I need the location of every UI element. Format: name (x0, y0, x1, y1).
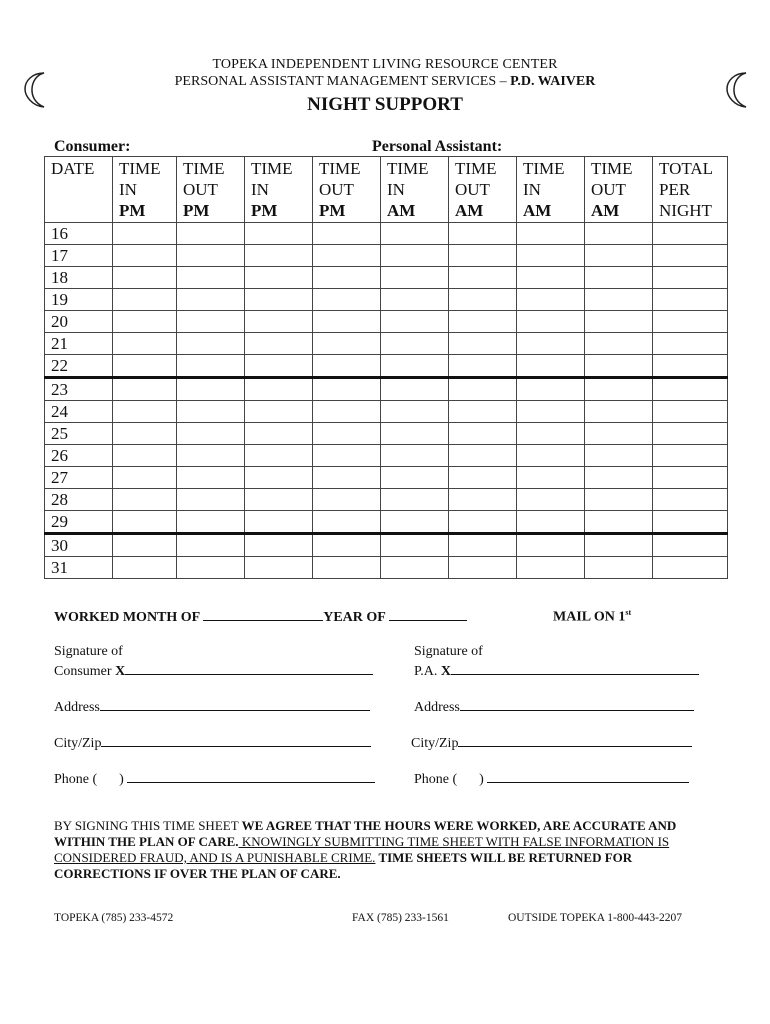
time-entry-cell[interactable] (313, 557, 381, 579)
time-entry-cell[interactable] (313, 267, 381, 289)
time-entry-cell[interactable] (653, 378, 728, 401)
consumer-cityzip-line (54, 734, 371, 752)
column-header-line3: PM (251, 201, 278, 220)
time-entry-cell[interactable] (381, 557, 449, 579)
consumer-x-mark: X (115, 664, 126, 679)
column-header-3 (245, 157, 313, 223)
time-entry-cell[interactable] (113, 489, 177, 511)
column-header-line1: TIME (387, 159, 429, 178)
time-entry-cell[interactable] (177, 534, 245, 557)
consumer-cityzip-field[interactable] (101, 734, 371, 747)
time-entry-cell[interactable] (113, 355, 177, 378)
time-entry-cell[interactable] (517, 223, 585, 245)
time-entry-cell[interactable] (449, 311, 517, 333)
time-entry-cell[interactable] (517, 333, 585, 355)
time-entry-cell[interactable] (313, 378, 381, 401)
time-entry-cell[interactable] (113, 311, 177, 333)
column-header-1 (113, 157, 177, 223)
date-cell: 19 (45, 289, 113, 311)
time-entry-cell[interactable] (517, 355, 585, 378)
column-header-line3: AM (455, 201, 484, 220)
date-cell: 30 (45, 534, 113, 557)
time-entry-cell[interactable] (653, 467, 728, 489)
time-entry-cell[interactable] (177, 489, 245, 511)
time-entry-cell[interactable] (653, 267, 728, 289)
time-entry-cell[interactable] (245, 401, 313, 423)
sig-pa-line (414, 662, 699, 680)
time-entry-cell[interactable] (653, 423, 728, 445)
time-entry-cell[interactable] (245, 378, 313, 401)
column-header-7 (517, 157, 585, 223)
notice-part-3: KNOWINGLY SUBMITTING TIME SHEET WITH FALSE INFORMATION IS CONSIDERED FRAUD, AND IS A PUNISHABLE CRIME. (54, 834, 670, 865)
column-header-line2: OUT (455, 180, 490, 199)
time-entry-cell[interactable] (245, 511, 313, 534)
column-header-line1: TIME (591, 159, 633, 178)
time-entry-cell[interactable] (245, 245, 313, 267)
time-entry-cell[interactable] (113, 534, 177, 557)
time-entry-cell[interactable] (585, 511, 653, 534)
sig-consumer-line (54, 662, 373, 680)
time-entry-cell[interactable] (245, 534, 313, 557)
time-entry-cell[interactable] (113, 378, 177, 401)
consumer-signature-field[interactable] (125, 662, 373, 675)
column-header-line2: OUT (319, 180, 354, 199)
time-entry-cell[interactable] (517, 245, 585, 267)
time-entry-cell[interactable] (585, 333, 653, 355)
consumer-phone-line (54, 770, 375, 788)
time-entry-cell[interactable] (449, 445, 517, 467)
date-cell: 24 (45, 401, 113, 423)
time-entry-cell[interactable] (449, 378, 517, 401)
time-entry-cell[interactable] (381, 245, 449, 267)
time-entry-cell[interactable] (653, 401, 728, 423)
time-entry-cell[interactable] (113, 511, 177, 534)
time-entry-cell[interactable] (245, 489, 313, 511)
time-entry-cell[interactable] (653, 311, 728, 333)
date-cell: 27 (45, 467, 113, 489)
time-entry-cell[interactable] (245, 355, 313, 378)
column-header-line2: IN (119, 180, 137, 199)
time-entry-cell[interactable] (585, 467, 653, 489)
time-entry-cell[interactable] (653, 289, 728, 311)
table-row (45, 223, 728, 245)
sig-consumer-label-1: Signature of (54, 644, 123, 659)
column-header-line1: TIME (523, 159, 565, 178)
time-entry-cell[interactable] (381, 311, 449, 333)
notice-part-4: TIME SHEETS WILL BE RETURNED FOR CORRECTIONS IF OVER THE PLAN OF CARE. (54, 850, 633, 881)
consumer-cityzip-label: City/Zip (54, 736, 102, 751)
worked-month-line (54, 608, 467, 626)
time-entry-cell[interactable] (449, 401, 517, 423)
time-entry-cell[interactable] (313, 534, 381, 557)
column-header-line1: TIME (119, 159, 161, 178)
time-entry-cell[interactable] (113, 445, 177, 467)
pa-phone-line (414, 770, 689, 788)
time-entry-cell[interactable] (245, 423, 313, 445)
time-entry-cell[interactable] (449, 223, 517, 245)
date-cell: 26 (45, 445, 113, 467)
pa-address-label: Address (414, 700, 460, 715)
time-entry-cell[interactable] (177, 557, 245, 579)
column-header-5 (381, 157, 449, 223)
time-entry-cell[interactable] (517, 489, 585, 511)
consumer-address-line (54, 698, 370, 716)
time-entry-cell[interactable] (313, 445, 381, 467)
pa-phone-open: Phone ( (414, 772, 458, 787)
date-cell: 23 (45, 378, 113, 401)
column-header-line1: TIME (319, 159, 361, 178)
time-entry-cell[interactable] (585, 378, 653, 401)
time-entry-cell[interactable] (177, 333, 245, 355)
consumer-phone-open: Phone ( (54, 772, 98, 787)
time-entry-cell[interactable] (517, 534, 585, 557)
waiver-text: P.D. WAIVER (510, 74, 596, 89)
time-entry-cell[interactable] (381, 333, 449, 355)
consumer-address-label: Address (54, 700, 100, 715)
time-entry-cell[interactable] (113, 467, 177, 489)
column-header-line1: TIME (183, 159, 225, 178)
time-entry-cell[interactable] (113, 333, 177, 355)
time-entry-cell[interactable] (245, 333, 313, 355)
time-entry-cell[interactable] (585, 489, 653, 511)
personal-assistant-label: Personal Assistant: (372, 138, 503, 155)
time-entry-cell[interactable] (313, 467, 381, 489)
time-entry-cell[interactable] (245, 557, 313, 579)
time-entry-cell[interactable] (653, 511, 728, 534)
time-entry-cell[interactable] (381, 489, 449, 511)
time-entry-cell[interactable] (585, 355, 653, 378)
time-sheet-table (44, 156, 728, 579)
time-entry-cell[interactable] (313, 223, 381, 245)
time-entry-cell[interactable] (585, 445, 653, 467)
footer-topeka-phone: TOPEKA (785) 233-4572 (54, 912, 174, 924)
table-body (45, 223, 728, 579)
time-entry-cell[interactable] (449, 534, 517, 557)
column-header-8 (585, 157, 653, 223)
time-entry-cell[interactable] (381, 401, 449, 423)
time-entry-cell[interactable] (517, 378, 585, 401)
year-field[interactable] (389, 608, 467, 621)
pa-x-mark: X (440, 664, 451, 679)
time-entry-cell[interactable] (313, 511, 381, 534)
column-header-line2: IN (387, 180, 405, 199)
time-entry-cell[interactable] (381, 378, 449, 401)
pa-phone-close: ) (479, 772, 484, 787)
year-of-label: YEAR OF (323, 610, 386, 625)
time-entry-cell[interactable] (177, 423, 245, 445)
date-cell: 28 (45, 489, 113, 511)
time-entry-cell[interactable] (585, 401, 653, 423)
date-cell: 20 (45, 311, 113, 333)
page-title: NIGHT SUPPORT (307, 94, 463, 115)
time-entry-cell[interactable] (177, 311, 245, 333)
time-entry-cell[interactable] (517, 311, 585, 333)
time-entry-cell[interactable] (313, 311, 381, 333)
time-entry-cell[interactable] (449, 333, 517, 355)
table-row (45, 245, 728, 267)
time-entry-cell[interactable] (313, 333, 381, 355)
time-entry-cell[interactable] (245, 223, 313, 245)
time-entry-cell[interactable] (113, 223, 177, 245)
time-entry-cell[interactable] (517, 511, 585, 534)
column-header-2 (177, 157, 245, 223)
column-header-0 (45, 157, 113, 223)
column-header-line2: IN (251, 180, 269, 199)
time-entry-cell[interactable] (313, 355, 381, 378)
time-entry-cell[interactable] (585, 311, 653, 333)
time-entry-cell[interactable] (585, 557, 653, 579)
mail-on-sup: st (625, 608, 632, 617)
time-entry-cell[interactable] (313, 401, 381, 423)
time-entry-cell[interactable] (245, 267, 313, 289)
time-entry-cell[interactable] (653, 333, 728, 355)
time-entry-cell[interactable] (381, 511, 449, 534)
org-name: TOPEKA INDEPENDENT LIVING RESOURCE CENTER (212, 57, 558, 72)
time-entry-cell[interactable] (177, 511, 245, 534)
table-row (45, 445, 728, 467)
date-cell: 29 (45, 511, 113, 534)
pa-signature-field[interactable] (451, 662, 699, 675)
time-entry-cell[interactable] (313, 245, 381, 267)
pa-address-field[interactable] (460, 698, 694, 711)
consumer-address-field[interactable] (100, 698, 370, 711)
sig-pa-label-1: Signature of (414, 644, 483, 659)
mail-on-label: MAIL ON 1 (553, 609, 626, 625)
column-header-line3: AM (591, 201, 620, 220)
time-entry-cell[interactable] (653, 489, 728, 511)
table-row (45, 355, 728, 378)
time-entry-cell[interactable] (113, 423, 177, 445)
time-entry-cell[interactable] (381, 445, 449, 467)
table-row (45, 267, 728, 289)
column-header-line3: PM (119, 201, 146, 220)
time-entry-cell[interactable] (381, 267, 449, 289)
pa-address-line (414, 698, 694, 716)
time-entry-cell[interactable] (449, 355, 517, 378)
time-entry-cell[interactable] (653, 534, 728, 557)
time-entry-cell[interactable] (381, 223, 449, 245)
date-cell: 16 (45, 223, 113, 245)
worked-month-label: WORKED MONTH OF (54, 610, 200, 625)
time-entry-cell[interactable] (653, 355, 728, 378)
column-header-line1: TIME (455, 159, 497, 178)
date-cell: 22 (45, 355, 113, 378)
pa-phone-field[interactable] (487, 770, 689, 783)
sig-consumer-label-2: Consumer (54, 664, 112, 679)
pa-cityzip-line (411, 734, 692, 752)
column-header-line2 (51, 179, 112, 200)
time-entry-cell[interactable] (449, 267, 517, 289)
time-entry-cell[interactable] (653, 245, 728, 267)
column-header-line2: PER (659, 180, 691, 199)
column-header-9 (653, 157, 728, 223)
time-entry-cell[interactable] (517, 289, 585, 311)
time-entry-cell[interactable] (245, 311, 313, 333)
time-entry-cell[interactable] (653, 557, 728, 579)
column-header-line3: PM (319, 201, 346, 220)
time-entry-cell[interactable] (449, 289, 517, 311)
time-entry-cell[interactable] (449, 467, 517, 489)
time-entry-cell[interactable] (113, 267, 177, 289)
date-cell: 21 (45, 333, 113, 355)
column-header-6 (449, 157, 517, 223)
time-entry-cell[interactable] (177, 378, 245, 401)
footer-fax: FAX (785) 233-1561 (352, 912, 449, 924)
time-entry-cell[interactable] (381, 534, 449, 557)
pa-cityzip-field[interactable] (458, 734, 692, 747)
time-entry-cell[interactable] (113, 557, 177, 579)
time-entry-cell[interactable] (245, 445, 313, 467)
consumer-label: Consumer: (54, 138, 131, 155)
column-header-line1: TIME (251, 159, 293, 178)
table-row (45, 423, 728, 445)
time-entry-cell[interactable] (245, 467, 313, 489)
consumer-phone-close: ) (119, 772, 124, 787)
column-header-line3: NIGHT (659, 201, 712, 220)
column-header-line2: OUT (591, 180, 626, 199)
time-entry-cell[interactable] (113, 289, 177, 311)
time-entry-cell[interactable] (517, 423, 585, 445)
time-entry-cell[interactable] (177, 267, 245, 289)
footer-outside-phone: OUTSIDE TOPEKA 1-800-443-2207 (508, 912, 682, 924)
time-entry-cell[interactable] (381, 467, 449, 489)
table-row (45, 511, 728, 534)
table-row (45, 333, 728, 355)
time-entry-cell[interactable] (113, 401, 177, 423)
table-row (45, 467, 728, 489)
table-row (45, 378, 728, 401)
time-entry-cell[interactable] (177, 355, 245, 378)
time-entry-cell[interactable] (653, 445, 728, 467)
services-line (0, 74, 770, 90)
consumer-phone-field[interactable] (127, 770, 375, 783)
time-entry-cell[interactable] (113, 245, 177, 267)
column-header-line3: AM (387, 201, 416, 220)
table-row (45, 557, 728, 579)
table-header-row (45, 157, 728, 223)
time-entry-cell[interactable] (177, 467, 245, 489)
table-row (45, 534, 728, 557)
mail-on-line (553, 608, 631, 626)
time-entry-cell[interactable] (585, 289, 653, 311)
services-text: PERSONAL ASSISTANT MANAGEMENT SERVICES – (174, 74, 507, 89)
time-entry-cell[interactable] (517, 557, 585, 579)
time-entry-cell[interactable] (177, 401, 245, 423)
time-entry-cell[interactable] (449, 245, 517, 267)
date-cell: 18 (45, 267, 113, 289)
column-header-line1: TOTAL (659, 159, 714, 178)
time-entry-cell[interactable] (177, 223, 245, 245)
time-entry-cell[interactable] (381, 355, 449, 378)
time-entry-cell[interactable] (381, 289, 449, 311)
time-entry-cell[interactable] (585, 267, 653, 289)
time-entry-cell[interactable] (177, 245, 245, 267)
time-entry-cell[interactable] (177, 289, 245, 311)
sig-pa-label-2: P.A. (414, 664, 438, 679)
time-entry-cell[interactable] (585, 223, 653, 245)
time-entry-cell[interactable] (517, 401, 585, 423)
notice-part-1: BY SIGNING THIS TIME SHEET (54, 818, 242, 833)
column-header-line1: DATE (51, 159, 95, 178)
time-entry-cell[interactable] (177, 445, 245, 467)
column-header-line3: AM (523, 201, 552, 220)
pa-cityzip-label: City/Zip (411, 736, 459, 751)
table-row (45, 311, 728, 333)
time-entry-cell[interactable] (517, 445, 585, 467)
table-row (45, 289, 728, 311)
time-entry-cell[interactable] (585, 534, 653, 557)
date-cell: 31 (45, 557, 113, 579)
time-entry-cell[interactable] (585, 245, 653, 267)
time-entry-cell[interactable] (517, 267, 585, 289)
time-entry-cell[interactable] (653, 223, 728, 245)
time-entry-cell[interactable] (313, 489, 381, 511)
worked-month-field[interactable] (203, 608, 323, 621)
column-header-line3 (51, 200, 112, 221)
date-cell: 17 (45, 245, 113, 267)
column-header-4 (313, 157, 381, 223)
time-entry-cell[interactable] (313, 423, 381, 445)
table-row (45, 489, 728, 511)
time-entry-cell[interactable] (449, 511, 517, 534)
notice-part-2: WE AGREE THAT THE HOURS WERE WORKED, ARE ACCURATE AND WITHIN THE PLAN OF CARE. (54, 818, 677, 849)
column-header-line2: OUT (183, 180, 218, 199)
time-entry-cell[interactable] (313, 289, 381, 311)
date-cell: 25 (45, 423, 113, 445)
time-entry-cell[interactable] (517, 467, 585, 489)
time-entry-cell[interactable] (381, 423, 449, 445)
column-header-line3: PM (183, 201, 210, 220)
time-entry-cell[interactable] (449, 423, 517, 445)
time-entry-cell[interactable] (449, 489, 517, 511)
time-entry-cell[interactable] (245, 289, 313, 311)
column-header-line2: IN (523, 180, 541, 199)
certification-notice (54, 818, 714, 882)
time-entry-cell[interactable] (585, 423, 653, 445)
table-row (45, 401, 728, 423)
time-entry-cell[interactable] (449, 557, 517, 579)
